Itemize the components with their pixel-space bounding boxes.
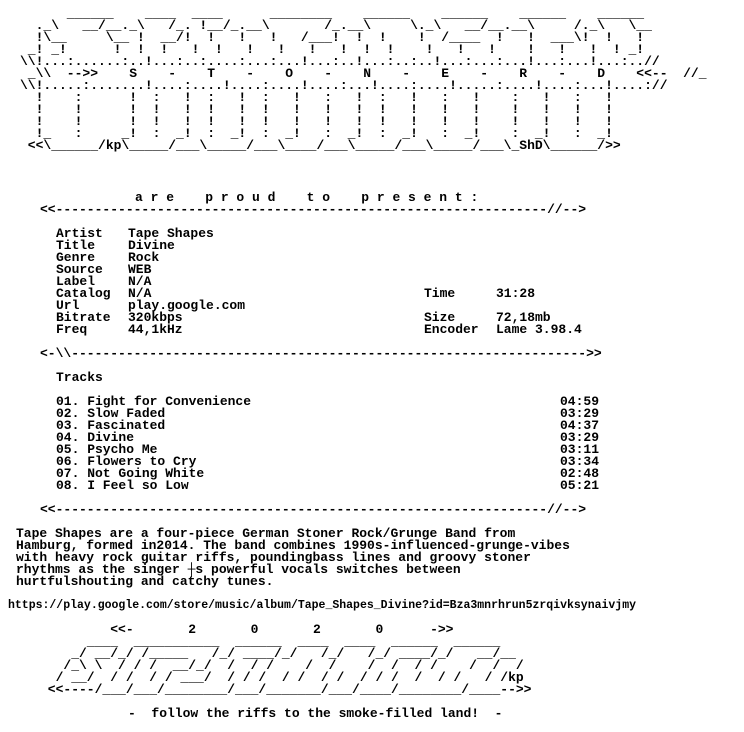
track-title: 01. Fight for Convenience: [56, 394, 252, 409]
info-value: Lame 3.98.4: [496, 322, 582, 337]
info-label: Label: [56, 274, 96, 289]
info-value: Divine: [128, 238, 175, 253]
info-label: Genre: [56, 250, 96, 265]
info-label: Freq: [56, 322, 88, 337]
track-title: 04. Divine: [56, 430, 135, 445]
description-line: Hamburg, formed in2014. The band combines 1990s-influenced-grunge-vibes: [16, 538, 570, 553]
year-2020-art: <<- 2 0 2 0 ->> ____ ___________ ______ ____ ____ ______ ______ _/ __/_/ /_____ /_/ ____/_/ /_/ /_/ ____/_/ __/__ /_\ \ / / / __/_/ / / / / / / / / / / / / / __/ / / / / ___/ / / / / / / / / / / / / / / /kp <<----/___/___/________/___/_______/___/____/________/____-->>: [47, 622, 532, 697]
track-title: 07. Not Going White: [56, 466, 205, 481]
info-label: Size: [424, 310, 456, 325]
track-title: 03. Fascinated: [56, 418, 166, 433]
track-duration: 02:48: [560, 466, 600, 481]
album-url[interactable]: https://play.google.com/store/music/album/Tape_Shapes_Divine?id=Bza3mnrhrun5zrqivksynaivjmy: [8, 599, 637, 612]
track-title: 05. Psycho Me: [56, 442, 158, 457]
track-duration: 03:11: [560, 442, 600, 457]
track-duration: 05:21: [560, 478, 600, 493]
divider-bottom: <<---------------------------------------------------------------//-->: [40, 502, 587, 517]
info-label: Time: [424, 286, 456, 301]
description-line: rhythms as the singer ┼s powerful vocals switches between: [16, 562, 461, 577]
track-duration: 03:34: [560, 454, 600, 469]
info-label: Bitrate: [56, 310, 111, 325]
track-duration: 04:37: [560, 418, 600, 433]
info-value: N/A: [128, 274, 152, 289]
info-value: WEB: [128, 262, 152, 277]
info-value: play.google.com: [128, 298, 246, 313]
info-value: 72,18mb: [496, 310, 551, 325]
info-value: Rock: [128, 250, 160, 265]
tracks-heading: Tracks: [56, 370, 103, 385]
info-label: Artist: [56, 226, 103, 241]
info-label: Url: [56, 298, 80, 313]
info-label: Title: [56, 238, 96, 253]
track-title: 06. Flowers to Cry: [56, 454, 197, 469]
track-title: 02. Slow Faded: [56, 406, 166, 421]
info-label: Source: [56, 262, 103, 277]
description-line: Tape Shapes are a four-piece German Stoner Rock/Grunge Band from: [16, 526, 516, 541]
presents-line: a r e p r o u d t o p r e s e n t :: [135, 190, 479, 205]
track-duration: 03:29: [560, 430, 600, 445]
info-value: 44,1kHz: [128, 322, 183, 337]
info-label: Encoder: [424, 322, 479, 337]
info-value: Tape Shapes: [128, 226, 214, 241]
description-line: hurtfulshouting and catchy tunes.: [16, 574, 274, 589]
info-value: 31:28: [496, 286, 536, 301]
description-line: with heavy rock guitar riffs, poundingbass lines and groovy stoner: [16, 550, 531, 565]
stonerd-logo-art: ______ ____ ____ ________ ______ ______ ______ ______ ._\ __/__._\ /_. !__/_.__\ /_.__\ \._\ __/__.__\ /._\ \__ !\__ \__ ! __/! ! ! ! /___! ! ! ! /____ ! ! ___\! ! ! _! _! ! ! ! ! ! ! ! ! ! ! ! ! ! ! ! ! ! ! _! \\!...:......:..!...:..:....:...:...!...:..!...:..:..!...:...:...!...:...!...:..// _\\ -->> S - T - O - N - E - R - D <<-- //_ \\!.....:.......!....:....!....:....!....:...!....:....!.....:....!....:...!....:// ! : ! : ! : ! : ! : ! : ! : ! : ! : ! ! ! ! ! ! ! ! ! ! ! ! ! ! ! ! ! ! ! ! ! ! ! ! ! ! ! ! ! ! ! ! ! ! ! ! ! ! ! !_ : _! : _! : _! : _! : _! : _! : _! : _! : _! <<\______/kp\_____/___\_____/___\____/___\_____/___\_____/___\_ShD\______/>>: [20, 6, 707, 153]
footer-tagline: - follow the riffs to the smoke-filled land! -: [128, 706, 503, 721]
track-duration: 03:29: [560, 406, 600, 421]
info-value: N/A: [128, 286, 152, 301]
info-value: 320kbps: [128, 310, 183, 325]
info-label: Catalog: [56, 286, 111, 301]
track-title: 08. I Feel so Low: [56, 478, 189, 493]
track-duration: 04:59: [560, 394, 600, 409]
divider-mid: <-\\------------------------------------------------------------------>>: [40, 346, 602, 361]
divider-top: <<---------------------------------------------------------------//-->: [40, 202, 587, 217]
